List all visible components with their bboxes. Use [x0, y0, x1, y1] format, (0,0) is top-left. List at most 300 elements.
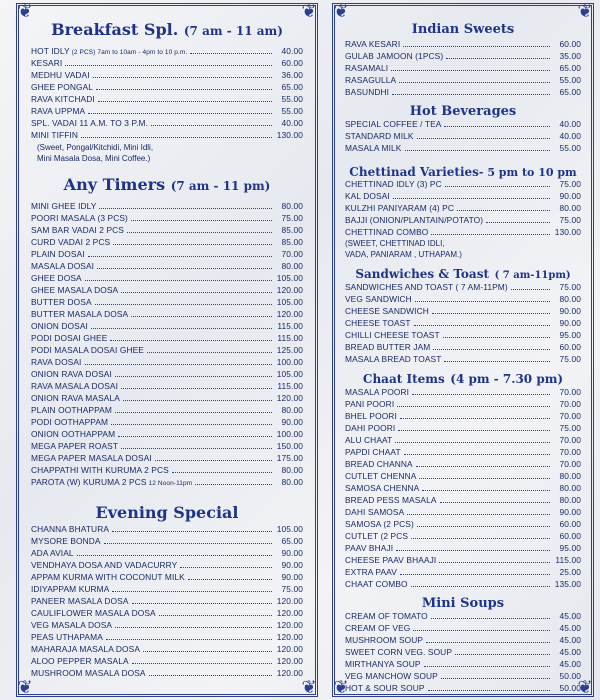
menu-item — [31, 452, 303, 464]
menu-item — [345, 226, 581, 238]
menu-item-price: 90.00 — [281, 548, 303, 558]
menu-item-price: 40.00 — [281, 118, 303, 128]
beverages-heading — [335, 100, 591, 119]
menu-item-price: 80.00 — [559, 203, 581, 213]
menu-item-name: RAVA DOSAI — [31, 357, 82, 367]
menu-item — [345, 202, 581, 214]
dot-leader — [115, 627, 272, 628]
menu-item-name: ONION DOSAI — [31, 321, 88, 331]
menu-item-name: SPL. VADAI 11 A.M. TO 3 P.M. — [31, 118, 148, 128]
sandwiches-list — [345, 281, 581, 365]
menu-item — [31, 344, 303, 356]
menu-item-name: MINI TIFFIN — [31, 130, 79, 140]
menu-item — [345, 610, 581, 622]
menu-item — [345, 329, 581, 341]
dot-leader — [400, 574, 550, 575]
menu-item-name: MASALA POORI — [345, 387, 410, 397]
menu-item — [345, 554, 581, 566]
menu-item-name: BREAD CHANNA — [345, 459, 413, 469]
menu-item — [345, 578, 581, 590]
menu-item-name: PODI MASALA DOSAI GHEE — [31, 345, 144, 355]
menu-item — [31, 81, 303, 93]
section-time: ( 7 am-11pm) — [494, 270, 571, 281]
menu-item-name: CAULIFLOWER MASALA DOSA — [31, 608, 156, 618]
dot-leader — [85, 280, 272, 281]
section-title: Mini Soups — [421, 596, 505, 611]
menu-item — [31, 332, 303, 344]
menu-item-price: 120.00 — [276, 309, 303, 319]
dot-leader — [113, 244, 272, 245]
corner-ornament-icon: ❦ — [17, 1, 33, 22]
menu-item-price: 65.00 — [281, 82, 303, 92]
soups-heading — [335, 592, 591, 611]
menu-item-name: SPECIAL COFFEE / TEA — [345, 119, 442, 129]
menu-item — [345, 118, 581, 130]
section-title: Evening Special — [95, 503, 239, 522]
section-title: Breakfast Spl. — [51, 20, 179, 39]
menu-item-name: PEAS UTHAPAMA — [31, 632, 103, 642]
menu-item-name: MEGA PAPER MASALA DOSAI — [31, 453, 152, 463]
dot-leader — [440, 502, 550, 503]
menu-item-name: CURD VADAI 2 PCS — [31, 237, 111, 247]
menu-item-price: 55.00 — [559, 75, 581, 85]
menu-item-price: 135.00 — [554, 579, 581, 589]
dot-leader — [91, 328, 272, 329]
menu-item-name: PLAIN OOTHAPPAM — [31, 405, 112, 415]
menu-item-name: BREAD PESS MASALA — [345, 495, 437, 505]
menu-item-name: CHEESE TOAST — [345, 318, 411, 328]
menu-item — [345, 305, 581, 317]
menu-item-name: KAL DOSAI — [345, 191, 390, 201]
dot-leader — [457, 210, 550, 211]
any-timers-list — [31, 200, 303, 488]
section-time: (7 am - 11 am) — [183, 24, 283, 38]
menu-item-price: 55.00 — [281, 106, 303, 116]
sweets-list — [345, 38, 581, 98]
dot-leader — [112, 531, 272, 532]
dot-leader — [81, 137, 272, 138]
menu-item — [31, 404, 303, 416]
chaat-heading — [335, 368, 591, 387]
dot-leader — [414, 325, 550, 326]
menu-item — [345, 214, 581, 226]
menu-item — [345, 341, 581, 353]
menu-item — [345, 658, 581, 670]
dot-leader — [147, 352, 272, 353]
menu-item-price: 50.00 — [559, 683, 581, 693]
menu-item-price: 25.00 — [559, 567, 581, 577]
menu-item-name: PAROTA (W) KURUMA 2 PCS — [31, 477, 147, 487]
menu-item-price: 45.00 — [559, 647, 581, 657]
menu-item — [31, 356, 303, 368]
any-timers-heading — [19, 175, 315, 194]
menu-item — [31, 212, 303, 224]
menu-item-name: CUTLET (2 PCS — [345, 531, 409, 541]
menu-item — [345, 682, 581, 694]
menu-item-name: APPAM KURMA WITH COCONUT MILK — [31, 572, 185, 582]
menu-item — [345, 434, 581, 446]
menu-item — [31, 117, 303, 129]
menu-item-price: 55.00 — [281, 94, 303, 104]
sandwiches-heading — [335, 263, 591, 282]
section-title: Sandwiches & Toast — [355, 267, 489, 281]
menu-item-name: KULZHI PANIYARAM (4) PC — [345, 203, 455, 213]
menu-item-name: PANI POORI — [345, 399, 395, 409]
menu-item-name: MUSHROOM MASALA DOSA — [31, 668, 146, 678]
beverages-list — [345, 118, 581, 154]
menu-item-name: VEG MANCHOW SOUP — [345, 671, 438, 681]
menu-item — [31, 93, 303, 105]
menu-item-price: 125.00 — [276, 345, 303, 355]
menu-item-price: 100.00 — [276, 357, 303, 367]
menu-item — [31, 583, 303, 595]
menu-item — [31, 105, 303, 117]
menu-item-price: 105.00 — [276, 273, 303, 283]
menu-item-name: ONION RAVA DOSAI — [31, 369, 112, 379]
dot-leader — [428, 690, 550, 691]
menu-item-name: MIRTHANYA SOUP — [345, 659, 421, 669]
menu-item-price: 75.00 — [559, 423, 581, 433]
menu-item-name: HOT & SOUR SOUP — [345, 683, 425, 693]
menu-item-name: BREAD BUTTER JAM — [345, 342, 431, 352]
section-title: Indian Sweets — [411, 22, 515, 37]
dot-leader — [399, 82, 550, 83]
menu-item-name: SANDWICHES AND TOAST ( 7 AM-11PM) — [345, 282, 508, 292]
menu-item — [31, 320, 303, 332]
menu-item-price: 80.00 — [281, 201, 303, 211]
breakfast-list — [31, 45, 303, 141]
dot-leader — [398, 430, 550, 431]
menu-item-price: 105.00 — [276, 297, 303, 307]
dot-leader — [98, 101, 272, 102]
dot-leader — [455, 654, 550, 655]
menu-item-price: 65.00 — [281, 536, 303, 546]
menu-item-price: 85.00 — [281, 237, 303, 247]
menu-item-name: ALU CHAAT — [345, 435, 393, 445]
corner-ornament-icon: ❦ — [333, 1, 349, 22]
menu-item-name: SWEET CORN VEG. SOUP — [345, 647, 453, 657]
menu-item-price: 90.00 — [559, 191, 581, 201]
evening-list — [31, 523, 303, 679]
menu-item-name: RAVA UPPMA — [31, 106, 86, 116]
menu-item-price: 85.00 — [281, 225, 303, 235]
dot-leader — [110, 340, 272, 341]
dot-leader — [416, 466, 550, 467]
menu-item — [345, 506, 581, 518]
menu-item — [31, 667, 303, 679]
menu-item — [31, 380, 303, 392]
menu-item-name: VEG MASALA DOSA — [31, 620, 113, 630]
menu-item — [345, 670, 581, 682]
menu-item-price: 80.00 — [559, 483, 581, 493]
menu-item-price: 95.00 — [559, 330, 581, 340]
menu-item-price: 120.00 — [276, 644, 303, 654]
menu-item-price: 80.00 — [281, 261, 303, 271]
menu-item-price: 75.00 — [281, 213, 303, 223]
dot-leader — [405, 150, 551, 151]
menu-item — [31, 595, 303, 607]
menu-item-price: 80.00 — [559, 294, 581, 304]
corner-ornament-icon: ❦ — [17, 677, 33, 698]
menu-item — [345, 130, 581, 142]
menu-item-price: 75.00 — [559, 179, 581, 189]
menu-item-price: 35.00 — [559, 51, 581, 61]
menu-item-name: CHAPPATHI WITH KURUMA 2 PCS — [31, 465, 169, 475]
dot-leader — [104, 543, 272, 544]
dot-leader — [397, 406, 550, 407]
menu-item — [345, 386, 581, 398]
menu-item-price: 115.00 — [555, 555, 581, 565]
dot-leader — [417, 138, 550, 139]
menu-item-name: DAHI POORI — [345, 423, 396, 433]
dot-leader — [422, 490, 550, 491]
dot-leader — [431, 234, 550, 235]
menu-item — [31, 643, 303, 655]
dot-leader — [123, 400, 272, 401]
menu-item-name: RAVA KESARI — [345, 39, 401, 49]
menu-item — [345, 542, 581, 554]
menu-item-price: 120.00 — [276, 608, 303, 618]
menu-item — [31, 535, 303, 547]
dot-leader — [159, 615, 272, 616]
dot-leader — [77, 555, 272, 556]
menu-item-price: 120.00 — [276, 656, 303, 666]
menu-item-name: PODI DOSAI GHEE — [31, 333, 108, 343]
menu-item-price: 130.00 — [276, 130, 303, 140]
menu-item-price: 80.00 — [559, 495, 581, 505]
menu-item-price: 80.00 — [281, 405, 303, 415]
dot-leader — [115, 376, 272, 377]
menu-item-name: MINI GHEE IDLY — [31, 201, 97, 211]
menu-item-price: 70.00 — [559, 447, 581, 457]
menu-item-name: CHETTINAD COMBO — [345, 227, 429, 237]
menu-item-price: 70.00 — [559, 399, 581, 409]
dot-leader — [149, 675, 272, 676]
menu-item-name: BUTTER MASALA DOSA — [31, 309, 129, 319]
menu-item — [345, 62, 581, 74]
dot-leader — [195, 484, 272, 485]
dot-leader — [188, 579, 272, 580]
dot-leader — [419, 478, 550, 479]
dot-leader — [155, 460, 272, 461]
menu-item-name: ONION OOTHAPPAM — [31, 429, 116, 439]
menu-item — [345, 566, 581, 578]
chaat-list — [345, 386, 581, 590]
chettinad-desc — [345, 238, 462, 260]
dot-leader — [432, 313, 550, 314]
menu-item — [31, 428, 303, 440]
dot-leader — [396, 550, 550, 551]
menu-item-name: BHEL POORI — [345, 411, 397, 421]
corner-ornament-icon: ❦ — [301, 1, 317, 22]
menu-item-price: 60.00 — [559, 519, 581, 529]
menu-item — [31, 260, 303, 272]
menu-item-price: 60.00 — [281, 58, 303, 68]
menu-item — [345, 178, 581, 190]
dot-leader — [95, 304, 272, 305]
menu-item-name: SAMOSA (2 PCS) — [345, 519, 414, 529]
dot-leader — [393, 198, 550, 199]
menu-item — [345, 190, 581, 202]
menu-item — [345, 317, 581, 329]
dot-leader — [118, 436, 272, 437]
dot-leader — [143, 651, 272, 652]
menu-item-name: PODI OOTHAPPAM — [31, 417, 109, 427]
dot-leader — [392, 94, 550, 95]
menu-item — [31, 129, 303, 141]
menu-item-price: 70.00 — [559, 387, 581, 397]
menu-item-note: (2 PCS) 7am to 10am - 4pm to 10 p.m. — [71, 49, 188, 56]
dot-leader — [417, 526, 550, 527]
dot-leader — [395, 442, 550, 443]
corner-ornament-icon: ❦ — [577, 1, 593, 22]
menu-item-price: 65.00 — [559, 87, 581, 97]
menu-item — [345, 458, 581, 470]
menu-item-name: DAHI SAMOSA — [345, 507, 405, 517]
menu-item — [345, 646, 581, 658]
dot-leader — [127, 232, 272, 233]
menu-item-price: 90.00 — [559, 318, 581, 328]
menu-item-price: 120.00 — [276, 620, 303, 630]
menu-item-price: 36.00 — [281, 70, 303, 80]
corner-ornament-icon: ❦ — [333, 677, 349, 698]
menu-item-price: 80.00 — [281, 465, 303, 475]
desc-line: (SWEET, CHETTINAD IDLI, — [345, 239, 445, 248]
menu-item-price: 60.00 — [559, 39, 581, 49]
dot-leader — [85, 364, 273, 365]
menu-item-price: 40.00 — [559, 131, 581, 141]
menu-item — [31, 368, 303, 380]
menu-item-name: CHETTINAD IDLY (3) PC — [345, 179, 442, 189]
menu-item-price: 70.00 — [559, 459, 581, 469]
menu-item — [31, 416, 303, 428]
menu-item-name: ALOO PEPPER MASALA — [31, 656, 129, 666]
menu-item-name: IDIYAPPAM KURMA — [31, 584, 110, 594]
dot-leader — [65, 65, 272, 66]
menu-item — [31, 272, 303, 284]
menu-item-price: 65.00 — [559, 63, 581, 73]
menu-item-name: GHEE MASALA DOSA — [31, 285, 119, 295]
menu-item-name: RAVA KITCHADI — [31, 94, 95, 104]
dot-leader — [132, 603, 272, 604]
menu-item — [345, 422, 581, 434]
dot-leader — [131, 316, 272, 317]
menu-item-price: 45.00 — [559, 635, 581, 645]
dot-leader — [441, 678, 550, 679]
menu-item — [345, 353, 581, 365]
menu-item-name: ADA AVIAL — [31, 548, 74, 558]
menu-item-price: 50.00 — [559, 671, 581, 681]
section-time: - 5 pm to 10 pm — [478, 166, 577, 179]
menu-item-price: 75.00 — [559, 215, 581, 225]
menu-item — [31, 392, 303, 404]
dot-leader — [444, 361, 550, 362]
dot-leader — [172, 472, 272, 473]
menu-item-name: BAJJI (ONION/PLANTAIN/POTATO) — [345, 215, 484, 225]
corner-ornament-icon: ❦ — [577, 677, 593, 698]
menu-item-price: 120.00 — [276, 393, 303, 403]
menu-item-price: 90.00 — [281, 417, 303, 427]
menu-panel-right — [332, 3, 594, 697]
dot-leader — [444, 126, 550, 127]
desc-line: (Sweet, Pongal/Kitchidi, Mini Idli, — [37, 143, 154, 152]
dot-leader — [106, 639, 272, 640]
menu-item-name: PAAV BHAJI — [345, 543, 394, 553]
menu-item — [345, 281, 581, 293]
desc-line: Mini Masala Dosa, Mini Coffee.) — [37, 154, 151, 163]
menu-item-price: 120.00 — [276, 668, 303, 678]
menu-item — [31, 464, 303, 476]
menu-item-name: BUTTER DOSA — [31, 297, 92, 307]
menu-item-name: KESARI — [31, 58, 63, 68]
menu-item-name: MAHARAJA MASALA DOSA — [31, 644, 141, 654]
dot-leader — [121, 388, 272, 389]
menu-item-price: 75.00 — [559, 282, 581, 292]
menu-item — [345, 446, 581, 458]
dot-leader — [99, 208, 272, 209]
dot-leader — [391, 70, 550, 71]
menu-item-name: SAM BAR VADAI 2 PCS — [31, 225, 124, 235]
sweets-heading — [335, 18, 591, 37]
menu-item — [345, 470, 581, 482]
menu-item-name: GHEE DOSA — [31, 273, 82, 283]
menu-item-price: 45.00 — [559, 611, 581, 621]
desc-line: VADA, PANIARAM , UTHAPAM.) — [345, 250, 462, 259]
menu-item — [31, 559, 303, 571]
dot-leader — [403, 46, 550, 47]
menu-item-name: GHEE PONGAL — [31, 82, 94, 92]
corner-ornament-icon: ❦ — [301, 677, 317, 698]
menu-item-price: 115.00 — [277, 321, 303, 331]
menu-item-name: ONION RAVA MASALA — [31, 393, 120, 403]
menu-item-price: 90.00 — [559, 306, 581, 316]
menu-item-name: GULAB JAMOON (1PCS) — [345, 51, 444, 61]
dot-leader — [121, 292, 272, 293]
dot-leader — [412, 394, 550, 395]
menu-item-name: SAMOSA CHENNA — [345, 483, 420, 493]
menu-item-price: 60.00 — [559, 531, 581, 541]
menu-item — [31, 200, 303, 212]
menu-item — [31, 236, 303, 248]
menu-item — [31, 547, 303, 559]
dot-leader — [88, 113, 272, 114]
dot-leader — [97, 268, 272, 269]
menu-item-price: 70.00 — [559, 411, 581, 421]
menu-item-price: 60.00 — [559, 342, 581, 352]
menu-item — [31, 69, 303, 81]
menu-item-price: 75.00 — [559, 354, 581, 364]
menu-item-name: CHANNA BHATURA — [31, 524, 110, 534]
menu-item-name: RAVA MASALA DOSAI — [31, 381, 119, 391]
menu-item-price: 80.00 — [559, 471, 581, 481]
breakfast-desc — [31, 142, 153, 164]
menu-item-price: 130.00 — [554, 227, 581, 237]
dot-leader — [445, 186, 550, 187]
menu-item — [345, 494, 581, 506]
menu-item-name: CHAAT COMBO — [345, 579, 408, 589]
menu-item — [31, 619, 303, 631]
menu-item-price: 115.00 — [277, 333, 303, 343]
dot-leader — [415, 301, 550, 302]
dot-leader — [443, 337, 550, 338]
dot-leader — [446, 58, 550, 59]
menu-item-price: 70.00 — [281, 249, 303, 259]
dot-leader — [424, 666, 550, 667]
menu-item — [345, 86, 581, 98]
dot-leader — [151, 125, 272, 126]
menu-item — [345, 293, 581, 305]
menu-item-name: MASALA BREAD TOAST — [345, 354, 442, 364]
